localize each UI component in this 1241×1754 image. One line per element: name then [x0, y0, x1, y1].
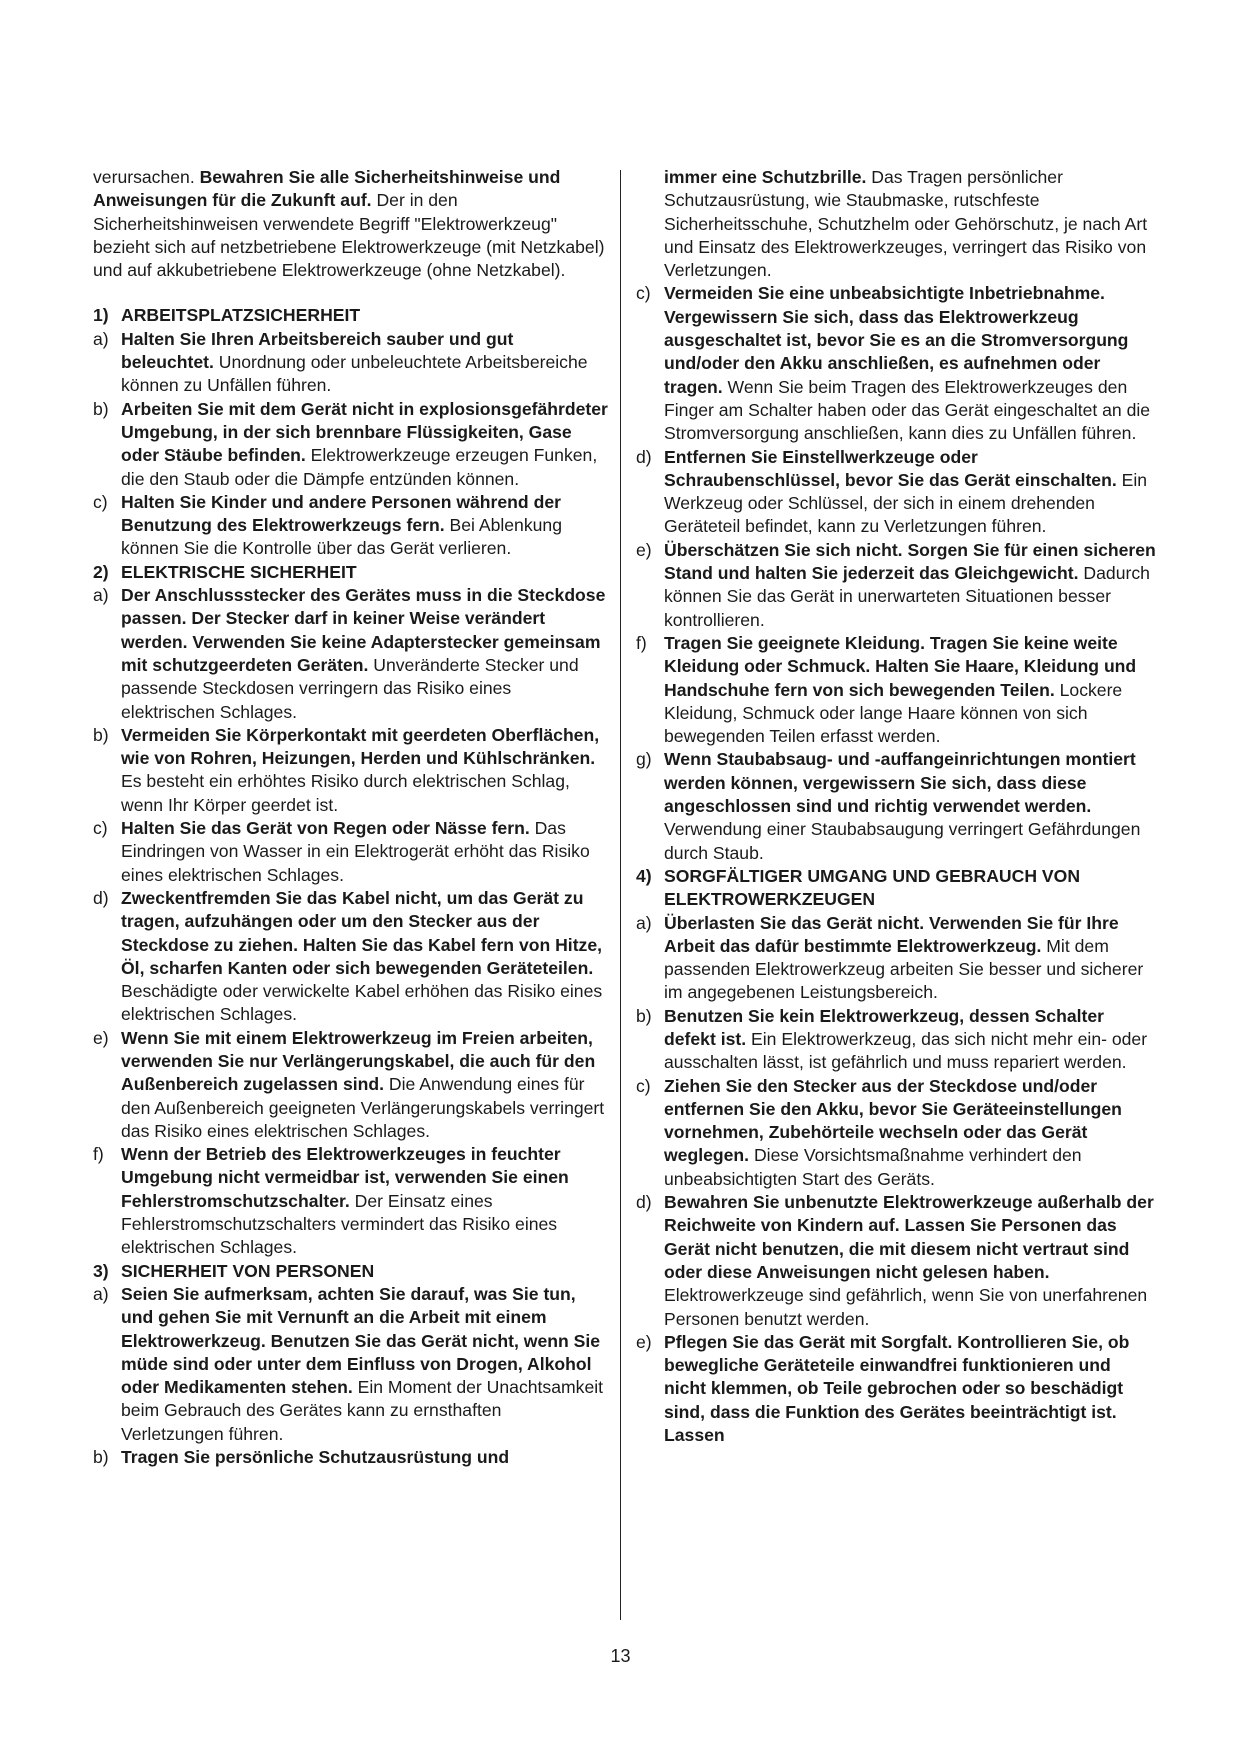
item-instruction: Ziehen Sie den Stecker aus der Steckdose und/oder entfernen Sie den Akku, bevor Sie Geräteeinstellungen vornehmen, Zubehörteile wechseln oder das Gerät weglegen. — [664, 1075, 1122, 1166]
item-explanation: Unordnung oder unbeleuchtete Arbeitsbereiche können zu Unfällen führen. — [121, 352, 588, 396]
section-number: 2) — [93, 561, 109, 582]
item-body — [121, 398, 609, 491]
item-letter: g) — [636, 749, 652, 770]
item-letter: c) — [636, 283, 651, 304]
item-explanation: Das Eindringen von Wasser in ein Elektrogerät erhöht das Risiko eines elektrischen Schlages. — [121, 818, 590, 885]
section-heading — [93, 561, 609, 584]
section-title: SICHERHEIT VON PERSONEN — [121, 1260, 375, 1281]
item-explanation: Bei Ablenkung können Sie die Kontrolle über das Gerät verlieren. — [121, 515, 562, 559]
list-item — [636, 539, 1156, 632]
item-body — [664, 1075, 1156, 1191]
list-item — [636, 446, 1156, 539]
item-body — [121, 491, 609, 561]
item-body — [664, 632, 1156, 748]
list-item — [93, 491, 609, 561]
item-instruction: Zweckentfremden Sie das Kabel nicht, um das Gerät zu tragen, aufzuhängen oder um den Stecker aus der Steckdose zu ziehen. Halten Sie das Kabel fern von Hitze, Öl, scharfen Kanten oder sich bewegenden Geräteteilen. — [121, 887, 603, 978]
section-title: SORGFÄLTIGER UMGANG UND GEBRAUCH VON ELEKTROWERKZEUGEN — [664, 865, 1081, 910]
section-number: 4) — [636, 865, 652, 886]
item-explanation: Die Anwendung eines für den Außenbereich geeigneten Verlängerungskabels verringert das Risiko eines elektrischen Schlages. — [121, 1074, 605, 1141]
item-explanation: Elektrowerkzeuge erzeugen Funken, die den Staub oder die Dämpfe entzünden können. — [121, 445, 598, 489]
item-body — [121, 1143, 609, 1259]
item-explanation: Es besteht ein erhöhtes Risiko durch elektrischen Schlag, wenn Ihr Körper geerdet ist. — [121, 771, 570, 815]
item-instruction: Halten Sie Kinder und andere Personen während der Benutzung des Elektrowerkzeugs fern. — [121, 491, 561, 536]
item-explanation: Der Einsatz eines Fehlerstromschutzschalters vermindert das Risiko eines elektrischen Schlages. — [121, 1190, 558, 1258]
item-letter: a) — [636, 912, 652, 933]
item-body — [121, 1446, 609, 1469]
section-number: 1) — [93, 305, 109, 326]
item-letter: b) — [93, 724, 109, 745]
item-letter: d) — [636, 446, 652, 467]
list-item — [93, 1283, 609, 1446]
item-body — [121, 328, 609, 398]
item-body — [664, 1331, 1156, 1447]
continued-item — [636, 166, 1156, 282]
item-body — [121, 887, 609, 1027]
item-explanation: Elektrowerkzeuge sind gefährlich, wenn Sie von unerfahrenen Personen benutzt werden. — [664, 1285, 1148, 1329]
item-letter: d) — [636, 1192, 652, 1213]
item-instruction: Wenn Staubabsaug- und -auffangeinrichtungen montiert werden können, vergewissern Sie sich, dass diese angeschlossen sind und richtig verwendet werden. — [664, 749, 1136, 817]
item-instruction: Pflegen Sie das Gerät mit Sorgfalt. Kontrollieren Sie, ob bewegliche Geräteteile einwandfrei funktionieren und nicht klemmen, ob Teile gebrochen oder so beschädigt sind, dass die Funktion des Gerätes beeinträchtigt ist. Lassen — [664, 1331, 1130, 1446]
right-column — [636, 166, 1156, 1447]
item-instruction: Vermeiden Sie Körperkontakt mit geerdeten Oberflächen, wie von Rohren, Heizungen, Herden und Kühlschränken. — [121, 724, 600, 769]
body-text: Das Tragen persönlicher Schutzausrüstung, wie Staubmaske, rutschfeste Sicherheitsschuhe, Schutzhelm oder Gehörschutz, je nach Art und Einsatz des Elektrowerkzeuges, verringert das Risiko von Verletzungen. — [664, 167, 1148, 281]
column-divider — [620, 170, 621, 1620]
list-item — [636, 1331, 1156, 1447]
page-number: 13 — [610, 1646, 631, 1666]
item-instruction: Arbeiten Sie mit dem Gerät nicht in explosionsgefährdeter Umgebung, in der sich brennbare Flüssigkeiten, Gase oder Stäube befinden. — [121, 398, 608, 466]
list-item — [93, 328, 609, 398]
section-heading — [93, 1260, 609, 1283]
item-explanation: Lockere Kleidung, Schmuck oder lange Haare können von sich bewegenden Teilen erfasst werden. — [664, 679, 1123, 747]
section-heading — [636, 865, 1156, 912]
item-body — [121, 1283, 609, 1446]
section-title: ELEKTRISCHE SICHERHEIT — [121, 561, 357, 582]
item-letter: a) — [93, 328, 109, 349]
section-title: ARBEITSPLATZSICHERHEIT — [121, 305, 361, 326]
list-item — [93, 817, 609, 887]
item-instruction: Der Anschlussstecker des Gerätes muss in die Steckdose passen. Der Stecker darf in keiner Weise verändert werden. Verwenden Sie keine Adapterstecker gemeinsam mit schutzgeerdeten Geräten. — [121, 585, 606, 675]
item-letter: c) — [93, 491, 108, 512]
item-instruction: Bewahren Sie unbenutzte Elektrowerkzeuge außerhalb der Reichweite von Kindern auf. Lassen Sie Personen das Gerät nicht benutzen, die mit diesem nicht vertraut sind oder diese Anweisungen nicht gelesen haben. — [664, 1192, 1154, 1282]
item-letter: a) — [93, 585, 109, 606]
item-explanation: Unveränderte Stecker und passende Steckdosen verringern das Risiko eines elektrischen Schlages. — [121, 654, 579, 722]
item-body — [664, 282, 1156, 445]
section-heading — [93, 304, 609, 327]
item-letter: f) — [93, 1144, 104, 1165]
bold-text: Bewahren Sie alle Sicherheitshinweise und Anweisungen für die Zukunft auf. — [93, 167, 561, 211]
item-body — [664, 539, 1156, 632]
list-item — [636, 632, 1156, 748]
item-letter: b) — [93, 1447, 109, 1468]
item-explanation: Diese Vorsichtsmaßnahme verhindert den unbeabsichtigten Start des Geräts. — [664, 1145, 1082, 1189]
list-item — [636, 1191, 1156, 1331]
item-letter: b) — [93, 398, 109, 419]
item-instruction: Halten Sie das Gerät von Regen oder Nässe fern. — [121, 818, 530, 839]
item-instruction: Vermeiden Sie eine unbeabsichtigte Inbetriebnahme. Vergewissern Sie sich, dass das Elektrowerkzeug ausgeschaltet ist, bevor Sie es an die Stromversorgung und/oder den Akku anschließen, es aufnehmen oder tragen. — [664, 283, 1129, 397]
item-explanation: Ein Moment der Unachtsamkeit beim Gebrauch des Gerätes kann zu ernsthaften Verletzungen führen. — [121, 1377, 604, 1444]
spacer — [93, 282, 609, 304]
item-explanation: Verwendung einer Staubabsaugung verringert Gefährdungen durch Staub. — [664, 819, 1141, 863]
item-body — [664, 1191, 1156, 1331]
item-letter: b) — [636, 1005, 652, 1026]
item-body — [664, 748, 1156, 864]
item-letter: e) — [93, 1027, 109, 1048]
left-column — [93, 166, 609, 1469]
paragraph — [93, 166, 609, 282]
item-letter: c) — [636, 1075, 651, 1096]
item-instruction: Seien Sie aufmerksam, achten Sie darauf, was Sie tun, und gehen Sie mit Vernunft an die Arbeit mit einem Elektrowerkzeug. Benutzen Sie das Gerät nicht, wenn Sie müde sind oder unter dem Einfluss von Drogen, Alkohol oder Medikamenten stehen. — [121, 1283, 601, 1398]
item-body — [121, 817, 609, 887]
item-instruction: Benutzen Sie kein Elektrowerkzeug, dessen Schalter defekt ist. — [664, 1005, 1104, 1049]
body-text: verursachen. — [93, 167, 200, 187]
item-instruction: Wenn der Betrieb des Elektrowerkzeuges in feuchter Umgebung nicht vermeidbar ist, verwenden Sie einen Fehlerstromschutzschalter. — [121, 1144, 569, 1211]
item-explanation: Ein Elektrowerkzeug, das sich nicht mehr ein- oder ausschalten lässt, ist gefährlich und muss repariert werden. — [664, 1028, 1148, 1073]
item-letter: e) — [636, 1331, 652, 1352]
bold-text: immer eine Schutzbrille. — [664, 167, 867, 187]
list-item — [93, 1143, 609, 1259]
item-letter: e) — [636, 539, 652, 560]
body-text: Der in den Sicherheitshinweisen verwendete Begriff "Elektrowerkzeug" bezieht sich auf netzbetriebene Elektrowerkzeuge (mit Netzkabel) und auf akkubetriebene Elektrowerkzeuge (ohne Netzkabel). — [93, 190, 605, 281]
item-letter: a) — [93, 1283, 109, 1304]
item-letter-spacer — [636, 166, 664, 282]
section-number: 3) — [93, 1260, 109, 1281]
list-item — [636, 282, 1156, 445]
item-body — [121, 724, 609, 817]
item-body — [121, 584, 609, 724]
item-instruction: Tragen Sie persönliche Schutzausrüstung und — [121, 1447, 510, 1468]
item-letter: d) — [93, 887, 109, 908]
item-instruction: Überlasten Sie das Gerät nicht. Verwenden Sie für Ihre Arbeit das dafür bestimmte Elektrowerkzeug. — [664, 912, 1119, 956]
item-body — [664, 912, 1156, 1005]
item-letter: f) — [636, 632, 647, 653]
list-item — [93, 584, 609, 724]
item-body — [664, 446, 1156, 539]
list-item — [93, 1027, 609, 1143]
item-instruction: Entfernen Sie Einstellwerkzeuge oder Schraubenschlüssel, bevor Sie das Gerät einschalten. — [664, 446, 1117, 490]
list-item — [93, 1446, 609, 1469]
list-item — [636, 912, 1156, 1005]
list-item — [93, 398, 609, 491]
item-instruction: Wenn Sie mit einem Elektrowerkzeug im Freien arbeiten, verwenden Sie nur Verlängerungskabel, die auch für den Außenbereich zugelassen sind. — [121, 1027, 596, 1095]
item-explanation: Dadurch können Sie das Gerät in unerwarteten Situationen besser kontrollieren. — [664, 563, 1150, 630]
item-body — [121, 1027, 609, 1143]
item-instruction: Überschätzen Sie sich nicht. Sorgen Sie für einen sicheren Stand und halten Sie jederzeit das Gleichgewicht. — [664, 539, 1156, 584]
list-item — [93, 724, 609, 817]
item-letter: c) — [93, 818, 108, 839]
item-body — [664, 1005, 1156, 1075]
item-explanation: Beschädigte oder verwickelte Kabel erhöhen das Risiko eines elektrischen Schlages. — [121, 981, 603, 1025]
list-item — [636, 1005, 1156, 1075]
item-instruction: Tragen Sie geeignete Kleidung. Tragen Sie keine weite Kleidung oder Schmuck. Halten Sie Haare, Kleidung und Handschuhe fern von sich bewegenden Teilen. — [664, 632, 1137, 700]
item-explanation: Wenn Sie beim Tragen des Elektrowerkzeuges den Finger am Schalter haben oder das Gerät eingeschaltet an die Stromversorgung anschließen, kann dies zu Unfällen führen. — [664, 376, 1151, 444]
list-item — [636, 1075, 1156, 1191]
list-item — [93, 887, 609, 1027]
item-body — [664, 166, 1156, 282]
item-explanation: Mit dem passenden Elektrowerkzeug arbeiten Sie besser und sicherer im angegebenen Leistungsbereich. — [664, 935, 1144, 1003]
item-instruction: Halten Sie Ihren Arbeitsbereich sauber und gut beleuchtet. — [121, 328, 514, 373]
item-explanation: Ein Werkzeug oder Schlüssel, der sich in einem drehenden Geräteteil befindet, kann zu Verletzungen führen. — [664, 469, 1148, 537]
list-item — [636, 748, 1156, 864]
